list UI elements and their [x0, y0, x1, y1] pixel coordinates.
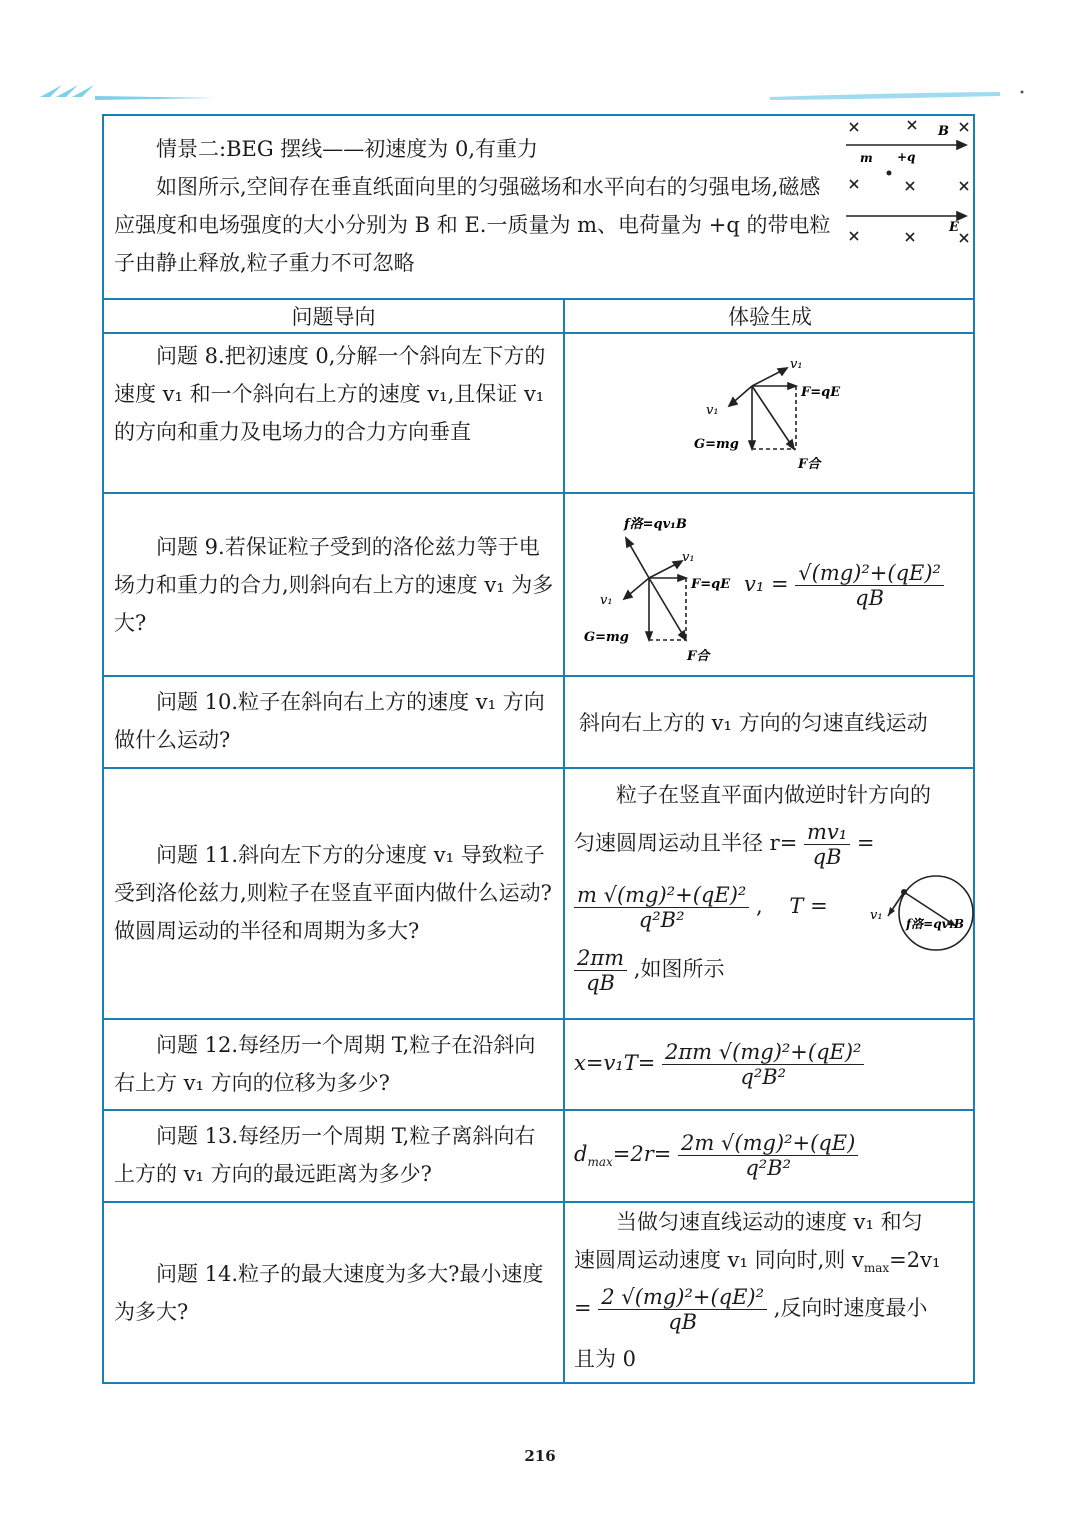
header-left: 问题导向	[291, 305, 376, 329]
label-f-lorentz: f洛=qv₁B	[906, 917, 964, 931]
question-13: 问题 13.每经历一个周期 T,粒子离斜向右上方的 v₁ 方向的最远距离为多少?	[114, 1124, 536, 1186]
answer-10: 斜向右上方的 v₁ 方向的匀速直线运动	[579, 711, 928, 735]
page-number: 216	[524, 1447, 556, 1465]
label-v1-left: v₁	[600, 593, 613, 608]
label-F: F=qE	[691, 577, 731, 592]
label-v1-top: v₁	[790, 357, 803, 372]
formula-q9: v₁ = $\frac{\text{√(mg)²+(qE)²}}{qB}$	[744, 561, 964, 610]
label-F: F=qE	[801, 385, 841, 400]
label-f-lorentz: f洛=qv₁B	[624, 517, 687, 532]
lesson-table	[102, 114, 975, 1384]
answer-13: $d_{max}=2r=$ $\frac{\text{2m √(mg)²+(qE)}}{\text{q²B²}}$	[574, 1131, 974, 1180]
answer-14: 当做匀速直线运动的速度 v₁ 和匀 速圆周运动速度 v₁ 同向时,则 $v_{max}=2v_1$ = $\frac{\text{2 √(mg)²+(qE)²}}{qB}$ ,反向时速度最小 且为 0	[574, 1210, 941, 1371]
field-label-B: B	[938, 124, 949, 139]
answer-11: 粒子在竖直平面内做逆时针方向的 匀速圆周运动且半径 r= $\frac{\text{mv₁}}{qB}$ = $\frac{\text{m √(mg)²+(qE)²}}{\text{q²B²}}$ , T = $\frac{2\pi m}{qB}$ ,如图所示	[574, 783, 931, 995]
question-9: 问题 9.若保证粒子受到的洛伦兹力等于电场力和重力的合力,则斜向右上方的速度 v₁ 为多大?	[114, 535, 554, 635]
header-right: 体验生成	[728, 305, 812, 329]
label-G: G=mg	[584, 630, 629, 645]
field-label-E: E	[949, 220, 959, 235]
scenario-cell	[114, 130, 834, 282]
force-diagram-q9	[574, 506, 754, 666]
label-v1-left: v₁	[706, 403, 719, 418]
question-14: 问题 14.粒子的最大速度为多大?最小速度为多大?	[114, 1262, 544, 1324]
question-10: 问题 10.粒子在斜向右上方的速度 v₁ 方向做什么运动?	[114, 690, 545, 752]
scenario-description: 如图所示,空间存在垂直纸面向里的匀强磁场和水平向右的匀强电场,磁感应强度和电场强度的大小分别为 B 和 E.一质量为 m、电荷量为 +q 的带电粒子由静止释放,粒子重力不可忽略	[114, 175, 831, 275]
circle-motion-diagram	[866, 868, 976, 958]
question-11: 问题 11.斜向左下方的分速度 v₁ 导致粒子受到洛伦兹力,则粒子在竖直平面内做什么运动?做圆周运动的半径和周期为多大?	[114, 843, 552, 943]
scenario-title: 情景二:BEG 摆线——初速度为 0,有重力	[156, 137, 538, 161]
label-G: G=mg	[694, 437, 739, 452]
label-v1-top: v₁	[682, 550, 695, 565]
field-diagram	[842, 118, 974, 250]
header-decoration	[0, 0, 1080, 110]
label-Fhe: F合	[687, 649, 710, 664]
field-label-q: +q	[897, 150, 916, 164]
force-diagram-q8	[684, 346, 884, 476]
question-8: 问题 8.把初速度 0,分解一个斜向左下方的速度 v₁ 和一个斜向右上方的速度 v₁,且保证 v₁ 的方向和重力及电场力的合力方向垂直	[114, 344, 546, 444]
label-Fhe: F合	[798, 457, 821, 472]
question-12: 问题 12.每经历一个周期 T,粒子在沿斜向右上方 v₁ 方向的位移为多少?	[114, 1033, 536, 1095]
field-label-m: m	[860, 151, 873, 165]
label-v1: v₁	[870, 908, 883, 923]
answer-12: x=v₁T= $\frac{\text{2πm √(mg)²+(qE)²}}{\text{q²B²}}$	[574, 1040, 974, 1089]
